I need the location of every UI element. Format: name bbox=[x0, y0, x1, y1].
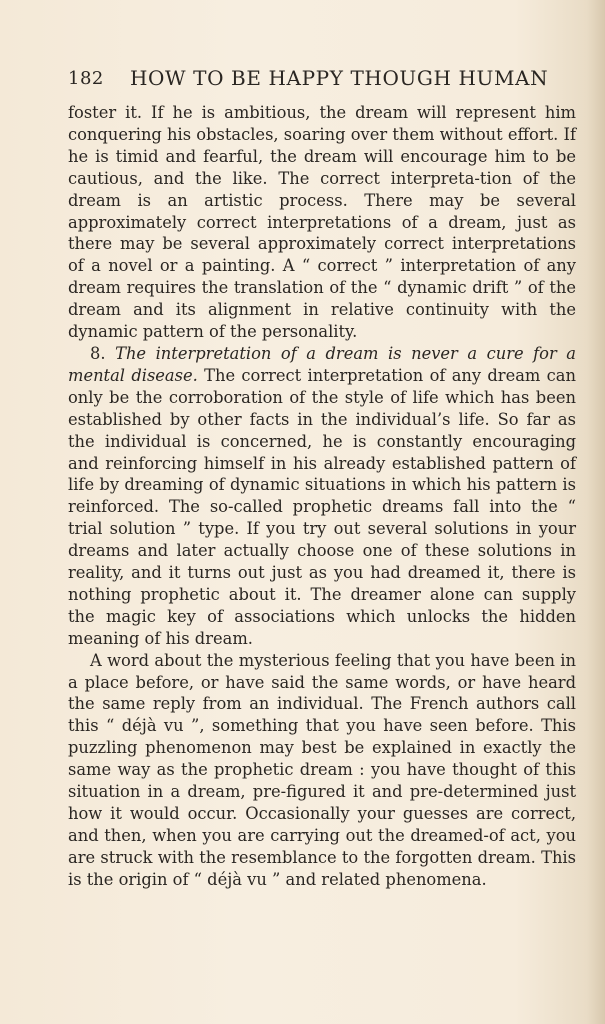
paragraph-numbered bbox=[68, 343, 576, 650]
point-number: 8. bbox=[90, 343, 106, 363]
page-number: 182 bbox=[68, 68, 104, 89]
paragraph-text: The correct interpretation of any dream can only be the corroboration of the style of life which has been established by other facts in the individual’s life. So far as the individual is concerned, he is constantly encouraging and reinforcing himself in his already established pattern of life by dreaming of dynamic situations in which his pattern is reinforced. The so-called prophetic dreams fall into the “ trial solution ” type. If you try out several solutions in your dreams and later actually choose one of these solutions in reality, and it turns out just as you had dreamed it, there is nothing prophetic about it. The dreamer alone can supply the magic key of associations which unlocks the hidden meaning of his dream. bbox=[68, 365, 576, 648]
running-title: HOW TO BE HAPPY THOUGH HUMAN bbox=[130, 66, 549, 90]
page-body bbox=[68, 102, 576, 891]
page-header bbox=[68, 66, 580, 96]
paragraph-continued: foster it. If he is ambitious, the dream will represent him conquering his obstacles, soaring over them without effort. If he is timid and fearful, the dream will encourage him to be cautious, and the like. The correct interpreta-tion of the dream is an artistic process. There may be several approximately correct interpretations of a dream, just as there may be several approximately correct interpretations of a novel or a painting. A “ correct ” interpretation of any dream requires the translation of the “ dynamic drift ” of the dream and its alignment in relative continuity with the dynamic pattern of the personality. bbox=[68, 103, 576, 342]
paragraph-deja-vu: A word about the mysterious feeling that you have been in a place before, or have said the same words, or have heard the same reply from an individual. The French authors call this “ déjà vu ”, something that you have seen before. This puzzling phenomenon may best be explained in exactly the same way as the prophetic dream : you have thought of this situation in a dream, pre-figured it and pre-determined just how it would occur. Occasionally your guesses are correct, and then, when you are carrying out the dreamed-of act, you are struck with the resemblance to the forgotten dream. This is the origin of “ déjà vu ” and related phenomena. bbox=[68, 650, 576, 889]
point-heading: The interpretation of a dream is never a cure for a mental disease. bbox=[68, 343, 576, 385]
